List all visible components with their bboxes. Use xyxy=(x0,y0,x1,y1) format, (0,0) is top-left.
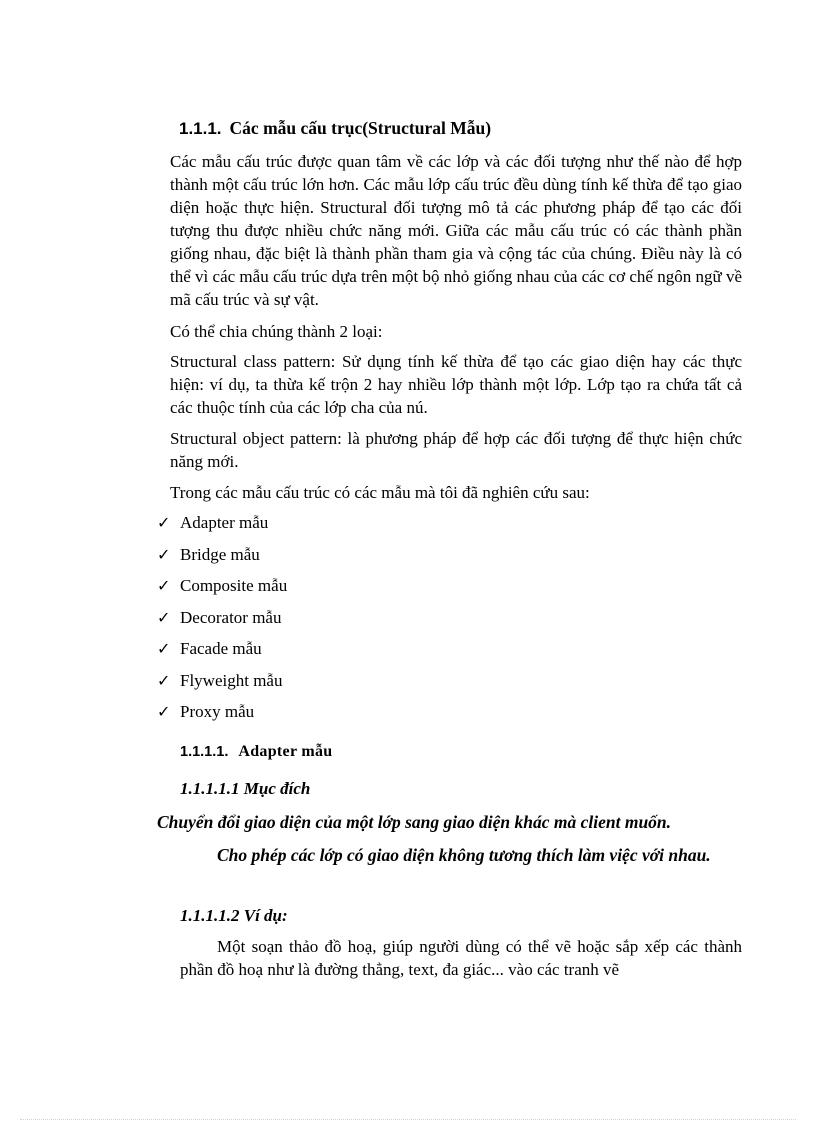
checkmark-icon: ✓ xyxy=(157,639,171,658)
example-heading: 1.1.1.1.2 Ví dụ: xyxy=(180,906,288,925)
example-paragraph: Một soạn thảo đồ hoạ, giúp người dùng có thể vẽ hoặc sắp xếp các thành phần đồ hoạ như là đường thẳng, text, đa giác... vào các tranh vẽ xyxy=(180,937,742,979)
purpose-heading: 1.1.1.1.1 Mục đích xyxy=(180,779,311,798)
class-pattern-paragraph: Structural class pattern: Sử dụng tính kế thừa để tạo các giao diện hay các thực hiện: ví dụ, ta thừa kế trộn 2 hay nhiều lớp thành một lớp. Lớp tạo ra chứa tất cả các thuộc tính của các lớp cha của nú. xyxy=(170,352,742,417)
subsection-title: Adapter mẫu xyxy=(238,743,333,760)
checkmark-icon: ✓ xyxy=(157,576,171,595)
list-item xyxy=(157,606,457,638)
list-item xyxy=(157,574,457,606)
list-item-label: Flyweight mẫu xyxy=(180,670,283,690)
section-number: 1.1.1. xyxy=(179,119,222,138)
intro-paragraph: Các mẫu cấu trúc được quan tâm về các lớp và các đối tượng như thế nào để hợp thành một cấu trúc lớn hơn. Các mẫu lớp cấu trúc đều dùng tính kế thừa để tạo giao diện hoặc thực hiện. Structural đối tượng mô tả các phương pháp để tạo các đối tượng thu được nhiều chức năng mới. Giữa các mẫu cấu trúc có các thành phần giống nhau, đặc biệt là thành phần tham gia và cộng tác của chúng. Điều này là có thể vì các mẫu cấu trúc dựa trên một bộ nhỏ giống nhau của các cơ chế ngôn ngữ về mã cấu trúc và sự vật. xyxy=(170,152,742,309)
checkmark-icon: ✓ xyxy=(157,702,171,721)
list-item-label: Composite mẫu xyxy=(180,576,288,595)
section-heading-structural-patterns xyxy=(179,118,491,139)
list-item xyxy=(157,700,457,732)
list-item-label: Bridge mẫu xyxy=(180,544,260,564)
list-item xyxy=(157,543,457,575)
section-title: Các mẫu cấu trục(Structural Mẫu) xyxy=(229,118,492,138)
list-item xyxy=(157,511,457,543)
divide-sentence: Có thể chia chúng thành 2 loại: xyxy=(170,322,383,341)
subsection-heading-adapter xyxy=(180,740,333,762)
object-pattern-paragraph: Structural object pattern: là phương pháp để hợp các đối tượng để thực hiện chức năng mới. xyxy=(170,429,742,471)
list-item-label: Adapter mẫu xyxy=(180,513,269,532)
subsection-number: 1.1.1.1. xyxy=(180,744,229,760)
list-item-label: Decorator mẫu xyxy=(180,607,282,627)
list-item xyxy=(157,637,457,669)
pattern-list xyxy=(157,511,457,732)
list-item xyxy=(157,669,457,701)
checkmark-icon: ✓ xyxy=(157,513,171,532)
list-item-label: Facade mẫu xyxy=(180,639,262,658)
checkmark-icon: ✓ xyxy=(157,670,171,690)
purpose-line-1: Chuyển đổi giao diện của một lớp sang giao diện khác mà client muốn. xyxy=(157,812,672,832)
purpose-line-2: Cho phép các lớp có giao diện không tương thích làm việc với nhau. xyxy=(217,845,711,865)
page-bottom-divider xyxy=(20,1119,796,1120)
list-intro: Trong các mẫu cấu trúc có các mẫu mà tôi đã nghiên cứu sau: xyxy=(170,483,590,502)
checkmark-icon: ✓ xyxy=(157,607,171,627)
list-item-label: Proxy mẫu xyxy=(180,702,255,721)
checkmark-icon: ✓ xyxy=(157,544,171,564)
